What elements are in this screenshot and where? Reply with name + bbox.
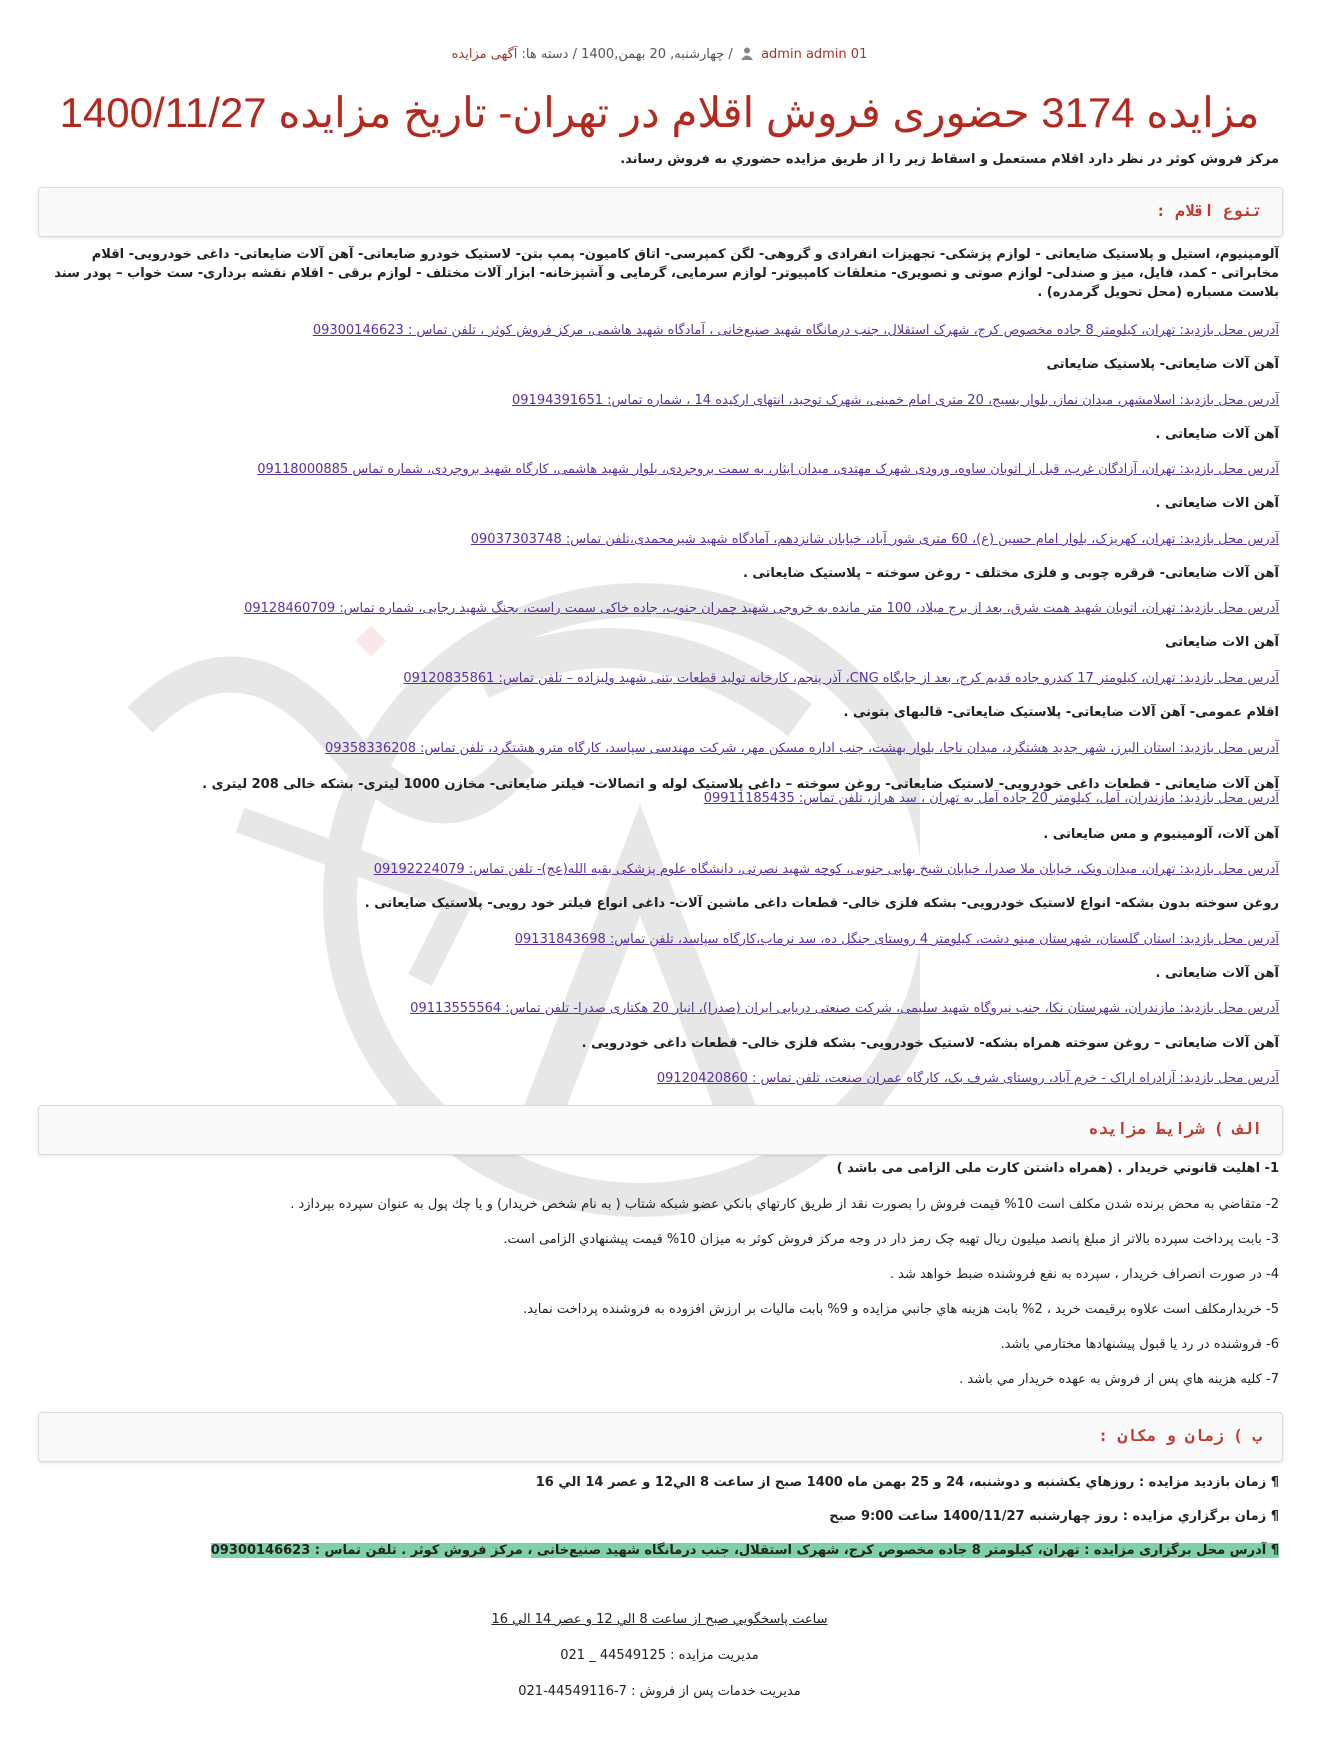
visit-address-link[interactable]: آدرس محل بازدید: تهران، آزادگان غرب، قبل از اتوبان ساوه، ورودی شهرک مهتدی، میدان ایثار، به سمت بروجردی، بلوار شهید هاشمی، کارگاه شهید بروجردی، شماره تماس 09118000885 [257, 462, 1279, 477]
intro-text: مرکز فروش کوثر در نظر دارد اقلام مستعمل و اسقاط زیر را از طریق مزایده حضوري به فروش رساند. [620, 152, 1279, 167]
condition-item: 4- در صورت انصراف خريدار ، سپرده به نفع فروشنده ضبط خواهد شد . [889, 1267, 1279, 1282]
venue-address [211, 1543, 1279, 1558]
item-description: آهن آلات ضایعاتی- پلاستیک ضایعاتی [1046, 357, 1279, 372]
visit-address-link[interactable]: آدرس محل بازدید: تهران، میدان ونک، خیابان ملا صدرا، خیابان شیخ بهایی جنوبی، کوچه شهید نصرتی، دانشگاه علوم پزشکی بقیه الله(عج)- تلفن تماس: 09192224079 [373, 862, 1279, 877]
condition-item: 1- اهليت قانوني خريدار . (همراه داشتن کارت ملی الزامی می باشد ) [836, 1161, 1279, 1176]
visit-address-link[interactable]: آدرس محل بازدید: تهران، کیلومتر 17 کندرو جاده قدیم کرج، بعد از جایگاه CNG، آذر پنجم، کارخانه تولید قطعات بتنی شهید ولیزاده – تلفن تماس: 09120835861 [403, 671, 1279, 686]
post-date: / چهارشنبه, 20 بهمن,1400 / دسته ها: [521, 47, 733, 62]
venue-address-highlight: ¶ آدرس محل برگزاری مزایده : تهران، کیلومتر 8 جاده مخصوص کرج، شهرک استقلال، جنب درمانگاه شهید صنیع‌خانی ، مرکز فروش کوثر . تلفن تماس : 09300146623 [210, 1543, 1279, 1558]
support-hours [0, 1612, 1319, 1627]
condition-item: 2- متقاضي به محض برنده شدن مكلف است 10% قيمت فروش را بصورت نقد از طريق كارتهاي بانكي عضو شبكه شتاب ( به نام شخص خريدار) و يا چك پول به عنوان سپرده بپردازد . [290, 1197, 1279, 1212]
item-description: آهن آلات، آلومینیوم و مس ضایعاتی . [1043, 827, 1279, 842]
visit-address-link[interactable]: آدرس محل بازدید: تهران، کهریزک، بلوار امام حسین (ع)، 60 متری شور آباد، خیابان شانزدهم، آمادگاه شهید شیرمحمدی،تلفن تماس: 09037303748 [470, 532, 1279, 547]
visit-address-link[interactable]: آدرس محل بازدید: آزادراه اراک - خرم آباد، روستای شرف بک، کارگاه عمران صنعت، تلفن تماس : 09120420860 [656, 1071, 1279, 1086]
condition-item: 6- فروشنده در رد يا قبول پيشنهادها مختارمي باشد. [1000, 1337, 1279, 1352]
item-description: آهن آلات ضایعاتی . [1155, 427, 1279, 442]
hold-time: ¶ زمان برگزاري مزايده : روز چهارشنبه 1400/11/27 ساعت 9:00 صبح [829, 1509, 1279, 1524]
visit-address-link[interactable]: آدرس محل بازدید: مازندران، آمل، کیلومتر 20 جاده آمل به تهران ، سد هراز، تلفن تماس: 09911185435 [703, 791, 1279, 806]
time-heading: ب ) زمان و مکان : [1098, 1426, 1262, 1445]
post-meta [0, 47, 1319, 62]
item-description: آهن آلات ضایعاتی- قرقره چوبی و فلزی مختلف - روغن سوخته – پلاستیک ضایعاتی . [742, 566, 1279, 581]
support-hours-text: ساعت پاسخگويي صبح از ساعت 8 الي 12 و عصر 14 الي 16 [491, 1612, 828, 1627]
user-icon [741, 47, 753, 60]
condition-item: 5- خريدارمكلف است علاوه برقيمت خريد ، 2% بابت هزينه هاي جانبي مزايده و 9% بابت ماليات بر ارزش افزوده به فروشنده پرداخت نمايد. [523, 1302, 1279, 1317]
conditions-heading: الف ) شرایط مزایده [1088, 1119, 1262, 1138]
visit-address-link[interactable]: آدرس محل بازدید: تهران، اتوبان شهید همت شرق، بعد از برج میلاد، 100 متر مانده به خروجی شهید چمران جنوب، جاده خاکی سمت راست، بجنگ شهید رجایی، شماره تماس: 09128460709 [244, 601, 1279, 616]
items-list: آلومینیوم، استیل و پلاستیک ضایعاتی - لوازم پزشکی- تجهیزات انفرادی و گروهی- لگن کمپرسی- اتاق کامیون- پمپ بتن- لاستیک خودرو ضایعاتی- آهن آلات ضایعاتی- داغی خودرویی- اقلام مخابراتی - کمد، فایل، میز و صندلی- لوازم صوتی و تصویری- متعلقات کامپیوتر- لوازم سرمایی، گرمایی و آشپزخانه- ابزار آلات مختلف - لوازم برقی - اقلام نقشه برداری- ست خواب – پودر سند بلاست مسباره (محل تحویل گرمدره) . [54, 247, 1279, 300]
item-description: آهن الات ضایعاتی [1165, 635, 1279, 650]
category-link[interactable]: آگهی مزایده [451, 47, 518, 62]
time-heading-box [38, 1412, 1283, 1462]
visit-address-link[interactable]: آدرس محل بازدید: استان گلستان، شهرستان مینو دشت، کیلومتر 4 روستای جنگل ده، سد نرماب،کارگاه سپاسد، تلفن تماس: 09131843698 [514, 932, 1279, 947]
item-description: آهن آلات ضایعاتی – روغن سوخته همراه بشکه- لاستیک خودرویی- بشکه فلزی خالی- قطعات داغی خودرویی . [581, 1036, 1279, 1051]
condition-item: 7- كليه هزينه هاي پس از فروش به عهده خريدار مي باشد . [959, 1372, 1279, 1387]
after-sales-phone: مدیریت خدمات پس از فروش : 7-44549116-021 [518, 1684, 801, 1699]
visit-address-link[interactable]: آدرس محل بازدید: استان البرز، شهر جدید هشتگرد، میدان ناجا، بلوار بهشت، جنب اداره مسکن مهر، شرکت مهندسی سپاسد، کارگاه مترو هشتگرد، تلفن تماس: 09358336208 [325, 741, 1279, 756]
item-description: اقلام عمومی- آهن آلات ضایعاتی- پلاستیک ضایعاتی- قالبهای بتونی . [843, 705, 1279, 720]
item-description: روغن سوخته بدون بشکه- انواع لاستیک خودرویی- بشکه فلزی خالی- قطعات داغی ماشین آلات- داغی انواع فیلتر خود رویی- پلاستیک ضایعاتی . [364, 896, 1279, 911]
visit-time: ¶ زمان بازديد مزايده : روزهاي يكشنبه و دوشنبه، 24 و 25 بهمن ماه 1400 صبح از ساعت 8 الي12 و عصر 14 الي 16 [535, 1475, 1279, 1490]
item-description: آهن آلات ضایعاتی - قطعات داغی خودرویی- لاستیک ضایعاتی- روغن سوخته – داغی پلاستیک لوله و اتصالات- فیلتر ضایعاتی- مخازن 1000 لیتری- بشکه خالی 208 لیتری . [202, 777, 1279, 792]
visit-address-link[interactable]: آدرس محل بازدید: مازندران، شهرستان نکا، جنب نیروگاه شهید سلیمی، شرکت صنعتی دریایی ایران (صدرا)، انبار 20 هکتاری صدرا- تلفن تماس: 09113555564 [410, 1001, 1279, 1016]
conditions-heading-box [38, 1105, 1283, 1155]
author-link[interactable]: admin admin 01 [761, 47, 868, 62]
items-heading-box [38, 187, 1283, 237]
visit-address-link[interactable]: آدرس محل بازدید: اسلامشهر، میدان نماز، بلوار بسیج، 20 متری امام خمینی، شهرک توحید، انتهای ارکیده 14 ، شماره تماس: 09194391651 [512, 393, 1279, 408]
visit-address-link[interactable]: آدرس محل بازدید: تهران، کیلومتر 8 جاده مخصوص کرج، شهرک استقلال، جنب درمانگاه شهید صنیع‌خانی ، آمادگاه شهید هاشمی، مرکز فروش کوثر ، تلفن تماس : 09300146623 [312, 323, 1279, 338]
item-description: آهن الات ضایعاتی . [1155, 496, 1279, 511]
auction-mgmt-phone: مدیریت مزایده : 44549125 _ 021 [560, 1648, 759, 1663]
condition-item: 3- بابت پرداخت سپرده بالاتر از مبلغ پانصد میلیون ريال تهيه چک رمز دار در وجه مركز فروش كوثر به ميزان 10% قيمت پيشنهادي الزامی است. [503, 1232, 1279, 1247]
items-heading: تنوع اقلام : [1156, 201, 1262, 220]
page-title: مزایده 3174 حضوری فروش اقلام در تهران- تاریخ مزایده 1400/11/27 [59, 89, 1260, 136]
item-description: آهن آلات ضایعاتی . [1155, 966, 1279, 981]
